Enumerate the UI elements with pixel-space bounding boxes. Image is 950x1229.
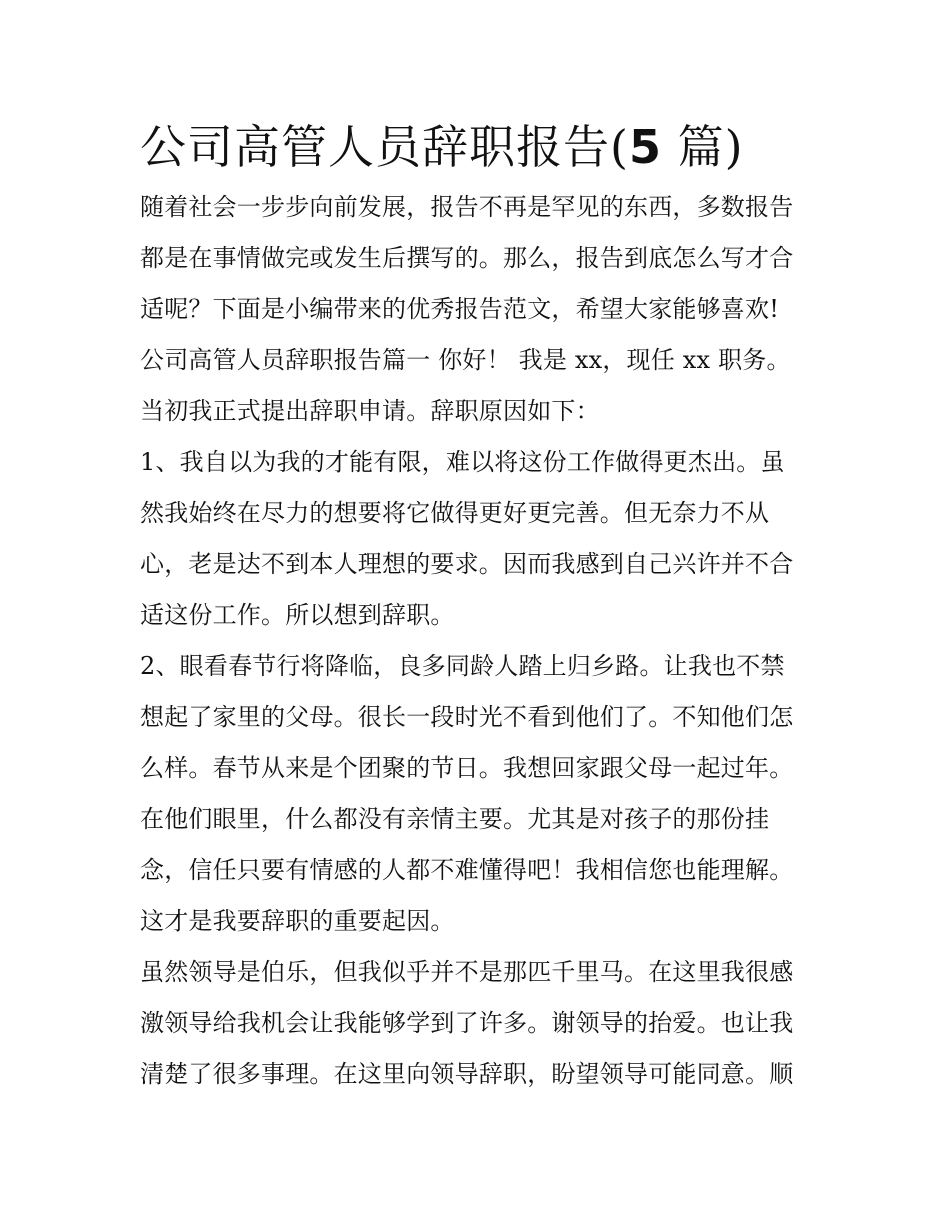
paragraph-line: 么样。春节从来是个团聚的节日。我想回家跟父母一起过年。 — [140, 754, 794, 782]
paragraph-line: 都是在事情做完或发生后撰写的。那么，报告到底怎么写才合 — [140, 244, 794, 272]
paragraph-line: 1、我自以为我的才能有限，难以将这份工作做得更杰出。虽 — [140, 448, 785, 476]
title-text: 公司高管人员辞职报告( — [140, 120, 629, 174]
paragraph-line: 虽然领导是伯乐，但我似乎并不是那匹千里马。在这里我很感 — [140, 958, 794, 986]
paragraph-line: 随着社会一步步向前发展，报告不再是罕见的东西，多数报告 — [140, 193, 794, 221]
paragraph-line: 激领导给我机会让我能够学到了许多。谢领导的抬爱。也让我 — [140, 1009, 794, 1037]
title-suffix: 篇) — [661, 120, 744, 174]
paragraph-line: 念，信任只要有情感的人都不难懂得吧！我相信您也能理解。 — [140, 856, 794, 884]
paragraph-line: 2、眼看春节行将降临，良多同龄人踏上归乡路。让我也不禁 — [140, 652, 785, 680]
paragraph-line: 清楚了很多事理。在这里向领导辞职，盼望领导可能同意。顺 — [140, 1060, 794, 1088]
paragraph-line: 想起了家里的父母。很长一段时光不看到他们了。不知他们怎 — [140, 703, 794, 731]
paragraph-line: 在他们眼里，什么都没有亲情主要。尤其是对孩子的那份挂 — [140, 805, 770, 833]
paragraph-line: 当初我正式提出辞职申请。辞职原因如下： — [140, 397, 600, 425]
paragraph-line: 心，老是达不到本人理想的要求。因而我感到自己兴许并不合 — [140, 550, 794, 578]
paragraph-line: 公司高管人员辞职报告篇一 你好！ 我是 xx，现任 xx 职务。 — [140, 346, 791, 374]
paragraph-line: 这才是我要辞职的重要起因。 — [140, 907, 455, 935]
title-count: 5 — [628, 120, 662, 174]
paragraph-line: 适这份工作。所以想到辞职。 — [140, 601, 455, 629]
paragraph-line: 适呢？下面是小编带来的优秀报告范文，希望大家能够喜欢! — [140, 295, 780, 323]
page-title — [140, 118, 820, 176]
paragraph-line: 然我始终在尽力的想要将它做得更好更完善。但无奈力不从 — [140, 499, 770, 527]
document-body — [140, 118, 820, 1100]
